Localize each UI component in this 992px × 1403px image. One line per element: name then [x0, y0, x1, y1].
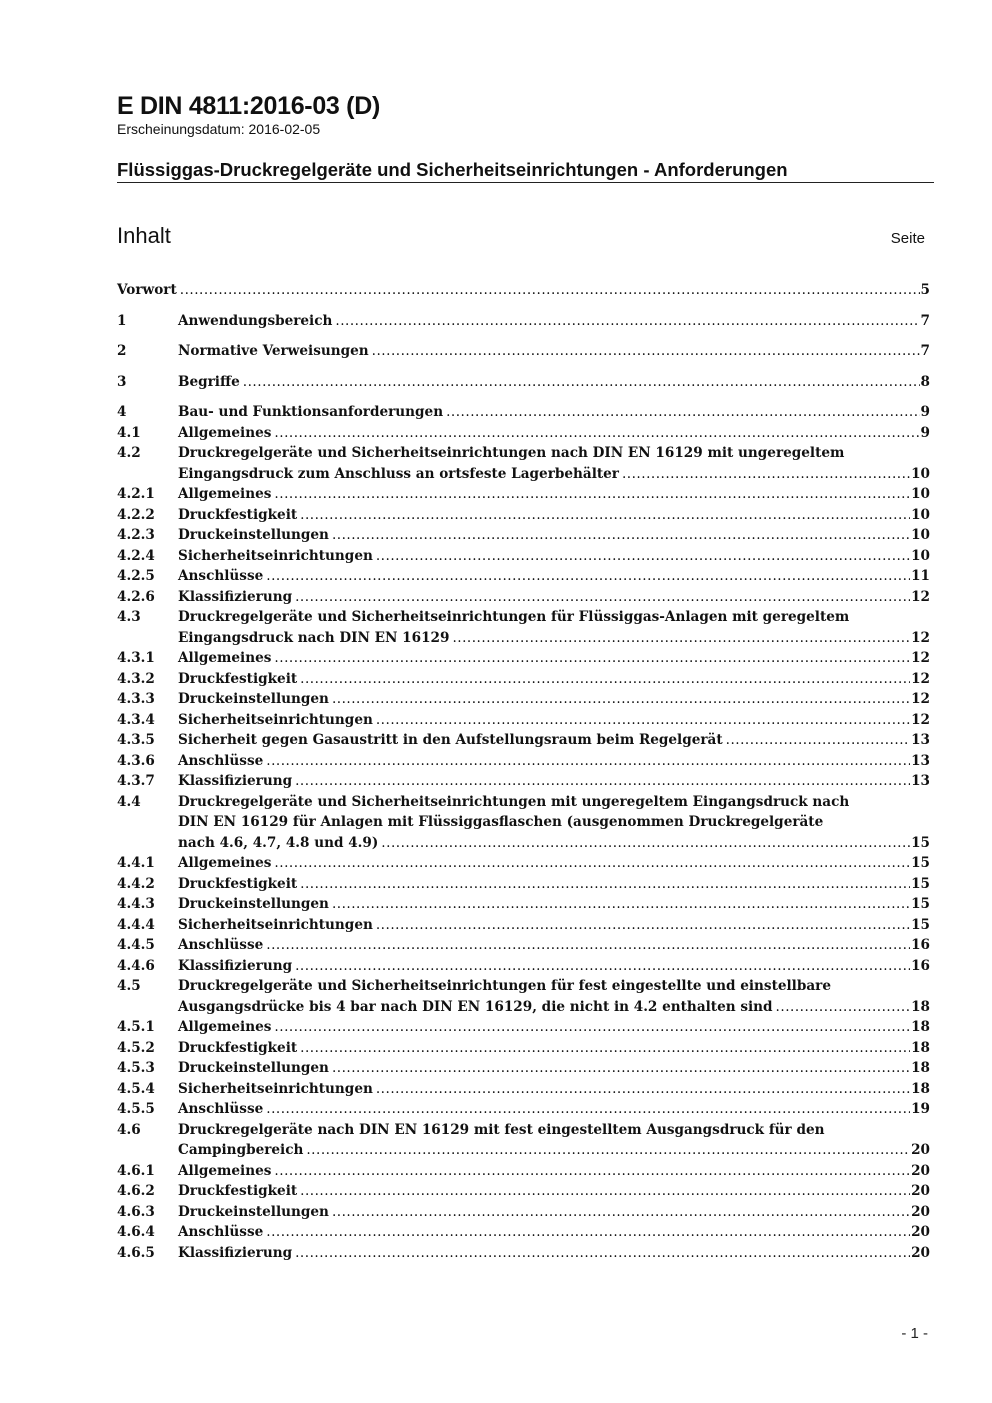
- toc-entry-page: 18: [911, 998, 930, 1015]
- toc-entry-page: 7: [920, 312, 930, 329]
- toc-entry[interactable]: [117, 423, 930, 444]
- toc-entry-page: 20: [911, 1224, 930, 1240]
- toc-entry-number: 4.3.3: [117, 691, 155, 707]
- toc-dot-leader: [266, 566, 910, 587]
- toc-entry[interactable]: [117, 1099, 930, 1120]
- toc-entry[interactable]: [117, 915, 930, 936]
- toc-entry-page: 18: [911, 1080, 930, 1097]
- toc-entry-body: [178, 771, 930, 792]
- toc-entry[interactable]: [117, 341, 930, 362]
- toc-entry-title: Klassifizierung: [178, 1244, 293, 1261]
- toc-entry-line: [178, 874, 930, 895]
- publication-date: Erscheinungsdatum: 2016-02-05: [117, 121, 321, 137]
- toc-entry-body: [178, 372, 930, 393]
- toc-entry-line: [178, 464, 930, 485]
- toc-entry-body: [178, 710, 930, 731]
- toc-entry-number: 4.4: [117, 793, 141, 810]
- toc-entry-title: Druckeinstellungen: [178, 527, 329, 543]
- toc-entry-number: 4.5: [117, 978, 141, 994]
- toc-entry-page: 5: [920, 282, 930, 298]
- toc-entry-page: 12: [911, 629, 930, 646]
- toc-entry[interactable]: [117, 1079, 930, 1100]
- toc-entry-line: [178, 484, 930, 505]
- toc-entry-line: [178, 311, 930, 332]
- toc-entry-title-line: Druckregelgeräte nach DIN EN 16129 mit fest eingestelltem Ausgangsdruck für den: [178, 1121, 825, 1138]
- toc-entry[interactable]: [117, 1017, 930, 1038]
- toc-entry-line: [178, 915, 930, 936]
- toc-dot-leader: [274, 648, 910, 669]
- toc-entry[interactable]: [117, 751, 930, 772]
- toc-entry-body: [178, 525, 930, 546]
- toc-entry-body: [178, 587, 930, 608]
- toc-entry[interactable]: [117, 587, 930, 608]
- toc-entry-line: [178, 1161, 930, 1182]
- table-of-contents: [117, 280, 930, 1263]
- toc-entry-line: [178, 525, 930, 546]
- toc-entry-body: [178, 1058, 930, 1079]
- toc-dot-leader: [372, 341, 920, 362]
- toc-dot-leader: [300, 505, 910, 526]
- toc-entry-body: [178, 894, 930, 915]
- toc-entry[interactable]: [117, 1161, 930, 1182]
- title-divider: [117, 182, 934, 183]
- toc-entry-number: 2: [117, 343, 127, 359]
- toc-entry-title: Allgemeines: [178, 424, 272, 441]
- toc-dot-leader: [266, 751, 910, 772]
- toc-entry-page: 12: [911, 650, 930, 666]
- toc-entry-body: [117, 280, 930, 301]
- toc-entry-body: [178, 546, 930, 567]
- toc-entry-title: Druckeinstellungen: [178, 1203, 329, 1220]
- toc-entry[interactable]: [117, 771, 930, 792]
- toc-dot-leader: [243, 372, 920, 393]
- toc-entry-page: 7: [920, 343, 930, 359]
- toc-dot-leader: [335, 311, 919, 332]
- toc-dot-leader: [381, 833, 910, 854]
- toc-entry-line: [178, 628, 930, 649]
- toc-entry-body: [178, 792, 930, 854]
- toc-entry[interactable]: [117, 1243, 930, 1264]
- toc-entry-body: [178, 751, 930, 772]
- toc-entry[interactable]: [117, 280, 930, 301]
- toc-entry-body: [178, 1222, 930, 1243]
- toc-entry-line: [178, 1038, 930, 1059]
- toc-entry-page: 10: [911, 486, 930, 502]
- toc-entry-title: Anschlüsse: [178, 568, 264, 584]
- toc-dot-leader: [266, 1222, 910, 1243]
- toc-entry-title-line: DIN EN 16129 für Anlagen mit Flüssiggasflaschen (ausgenommen Druckregelgeräte: [178, 814, 824, 830]
- toc-page-column-label: Seite: [890, 230, 925, 247]
- toc-entry-title: Druckeinstellungen: [178, 896, 329, 912]
- toc-entry-body: [178, 341, 930, 362]
- toc-entry-page: 15: [911, 916, 930, 933]
- toc-entry[interactable]: [117, 874, 930, 895]
- toc-entry[interactable]: [117, 976, 930, 1017]
- toc-entry-body: [178, 976, 930, 1017]
- toc-entry-title: Druckfestigkeit: [178, 1183, 298, 1199]
- toc-dot-leader: [300, 874, 910, 895]
- toc-entry-page: 13: [911, 752, 930, 769]
- toc-entry-number: 4.6.3: [117, 1203, 155, 1220]
- toc-entry-line: [178, 372, 930, 393]
- toc-entry[interactable]: [117, 546, 930, 567]
- toc-entry-body: [178, 443, 930, 484]
- toc-entry[interactable]: [117, 648, 930, 669]
- toc-dot-leader: [295, 587, 910, 608]
- toc-entry-title: Campingbereich: [178, 1142, 304, 1158]
- toc-entry-number: 4.5.3: [117, 1060, 155, 1076]
- toc-entry-page: 20: [911, 1162, 930, 1179]
- toc-entry-title: Anschlüsse: [178, 1101, 264, 1117]
- toc-entry-page: 10: [911, 465, 930, 482]
- toc-entry-body: [178, 853, 930, 874]
- toc-entry-body: [178, 935, 930, 956]
- toc-entry-body: [178, 1202, 930, 1223]
- toc-entry-body: [178, 1161, 930, 1182]
- toc-dot-leader: [300, 1038, 910, 1059]
- toc-entry-page: 12: [911, 691, 930, 707]
- toc-entry-page: 16: [911, 957, 930, 974]
- toc-entry[interactable]: [117, 935, 930, 956]
- toc-entry-line: [178, 1243, 930, 1264]
- toc-entry-title: Ausgangsdrücke bis 4 bar nach DIN EN 16129, die nicht in 4.2 enthalten sind: [178, 998, 773, 1015]
- toc-entry-title: Klassifizierung: [178, 773, 293, 789]
- toc-dot-leader: [332, 894, 910, 915]
- toc-entry-title: Druckfestigkeit: [178, 1039, 298, 1056]
- toc-entry[interactable]: [117, 689, 930, 710]
- toc-entry-line: [178, 1079, 930, 1100]
- toc-entry-title: Druckfestigkeit: [178, 875, 298, 892]
- toc-entry[interactable]: [117, 1222, 930, 1243]
- toc-entry-title: Allgemeines: [178, 1162, 272, 1179]
- toc-entry-title: nach 4.6, 4.7, 4.8 und 4.9): [178, 834, 379, 851]
- toc-entry-page: 20: [911, 1203, 930, 1220]
- toc-heading: Inhalt: [117, 223, 171, 248]
- toc-entry-line: [178, 997, 930, 1018]
- toc-entry-page: 16: [911, 937, 930, 953]
- toc-entry-body: [178, 1181, 930, 1202]
- toc-entry-line: [178, 853, 930, 874]
- toc-dot-leader: [306, 1140, 910, 1161]
- toc-dot-leader: [274, 853, 910, 874]
- toc-entry-title: Allgemeines: [178, 855, 272, 871]
- toc-entry-line: [178, 956, 930, 977]
- toc-entry[interactable]: [117, 525, 930, 546]
- toc-entry-line: [117, 280, 930, 301]
- toc-dot-leader: [274, 1161, 910, 1182]
- toc-entry-title: Druckfestigkeit: [178, 670, 298, 687]
- toc-entry-line: [178, 710, 930, 731]
- toc-dot-leader: [300, 1181, 910, 1202]
- toc-dot-leader: [622, 464, 910, 485]
- toc-entry-number: 4.6: [117, 1121, 141, 1138]
- toc-entry-number: 4.2.4: [117, 547, 155, 564]
- toc-dot-leader: [300, 669, 910, 690]
- toc-entry-title: Sicherheitseinrichtungen: [178, 711, 373, 728]
- toc-entry-page: 18: [911, 1039, 930, 1056]
- toc-entry-number: 4.3.6: [117, 752, 155, 769]
- toc-entry-number: 1: [117, 312, 127, 329]
- toc-dot-leader: [446, 402, 919, 423]
- toc-entry-line: [178, 833, 930, 854]
- toc-dot-leader: [376, 710, 910, 731]
- toc-entry-page: 9: [920, 424, 930, 441]
- toc-entry-title-line: Druckregelgeräte und Sicherheitseinrichtungen mit ungeregeltem Eingangsdruck nach: [178, 793, 850, 810]
- toc-entry-title: Vorwort: [117, 282, 177, 298]
- toc-entry-title: Sicherheitseinrichtungen: [178, 547, 373, 564]
- toc-entry-number: 4.3.7: [117, 773, 155, 789]
- toc-entry-body: [178, 648, 930, 669]
- toc-entry-body: [178, 402, 930, 423]
- toc-entry-number: 4.6.4: [117, 1224, 155, 1240]
- toc-entry-number: 4.2.1: [117, 486, 155, 502]
- toc-entry-number: 4.4.1: [117, 855, 155, 871]
- toc-entry-line: [178, 566, 930, 587]
- toc-entry[interactable]: [117, 1202, 930, 1223]
- toc-entry-line: [178, 1222, 930, 1243]
- toc-entry-line: [178, 1140, 930, 1161]
- toc-entry-line: [178, 423, 930, 444]
- toc-entry[interactable]: [117, 443, 930, 484]
- toc-entry-line: [178, 730, 930, 751]
- toc-entry-number: 4.3.4: [117, 711, 155, 728]
- toc-entry-body: [178, 874, 930, 895]
- toc-entry-page: 18: [911, 1060, 930, 1076]
- toc-entry-line: [178, 402, 930, 423]
- toc-entry[interactable]: [117, 894, 930, 915]
- toc-entry[interactable]: [117, 402, 930, 423]
- toc-entry-body: [178, 607, 930, 648]
- toc-entry-page: 11: [911, 568, 930, 584]
- toc-entry-line: [178, 505, 930, 526]
- toc-entry-title: Anschlüsse: [178, 752, 264, 769]
- toc-entry[interactable]: [117, 607, 930, 648]
- toc-entry-number: 4.6.5: [117, 1244, 155, 1261]
- toc-entry-line: [178, 1202, 930, 1223]
- toc-entry-title: Anschlüsse: [178, 1224, 264, 1240]
- toc-entry-page: 15: [911, 896, 930, 912]
- toc-entry-page: 10: [911, 547, 930, 564]
- toc-entry[interactable]: [117, 710, 930, 731]
- toc-entry-title: Druckfestigkeit: [178, 506, 298, 523]
- toc-entry-page: 20: [911, 1142, 930, 1158]
- toc-entry-body: [178, 669, 930, 690]
- toc-dot-leader: [266, 935, 910, 956]
- page-number: - 1 -: [901, 1325, 928, 1342]
- toc-dot-leader: [295, 1243, 910, 1264]
- toc-dot-leader: [266, 1099, 910, 1120]
- toc-entry-line: [178, 546, 930, 567]
- toc-entry-page: 15: [911, 855, 930, 871]
- toc-entry-line: [178, 771, 930, 792]
- toc-entry-page: 8: [920, 373, 930, 390]
- toc-entry-title: Anwendungsbereich: [178, 312, 333, 329]
- toc-entry-number: 4.3.2: [117, 670, 155, 687]
- toc-entry-title-line: Druckregelgeräte und Sicherheitseinrichtungen für fest eingestellte und einstellbare: [178, 978, 831, 994]
- toc-entry-title: Eingangsdruck zum Anschluss an ortsfeste Lagerbehälter: [178, 465, 619, 482]
- toc-entry-title: Bau- und Funktionsanforderungen: [178, 404, 444, 420]
- toc-entry[interactable]: [117, 792, 930, 854]
- toc-entry[interactable]: [117, 311, 930, 332]
- toc-entry-number: 4.2.3: [117, 527, 155, 543]
- toc-entry-number: 4.6.2: [117, 1183, 155, 1199]
- toc-entry-number: 4.1: [117, 424, 141, 441]
- toc-dot-leader: [274, 423, 919, 444]
- toc-dot-leader: [332, 689, 910, 710]
- toc-dot-leader: [776, 997, 911, 1018]
- toc-entry[interactable]: [117, 853, 930, 874]
- toc-entry-body: [178, 1079, 930, 1100]
- toc-entry[interactable]: [117, 956, 930, 977]
- toc-entry[interactable]: [117, 1120, 930, 1161]
- toc-entry-number: 4.6.1: [117, 1162, 155, 1179]
- toc-entry-number: 4.4.4: [117, 916, 155, 933]
- toc-entry-number: 4.3.5: [117, 732, 155, 748]
- toc-entry-body: [178, 1099, 930, 1120]
- toc-entry-number: 4.5.1: [117, 1019, 155, 1035]
- toc-entry-body: [178, 730, 930, 751]
- toc-entry-title: Klassifizierung: [178, 957, 293, 974]
- toc-entry-line: [178, 341, 930, 362]
- toc-entry-line: [178, 587, 930, 608]
- toc-dot-leader: [332, 525, 910, 546]
- toc-entry-page: 10: [911, 506, 930, 523]
- toc-entry[interactable]: [117, 730, 930, 751]
- toc-entry-body: [178, 1038, 930, 1059]
- toc-entry-body: [178, 423, 930, 444]
- toc-entry-title: Druckeinstellungen: [178, 1060, 329, 1076]
- toc-entry-number: 4.2.6: [117, 588, 155, 605]
- toc-entry-number: 4.2.2: [117, 506, 155, 523]
- toc-entry-number: 3: [117, 373, 127, 390]
- toc-entry-title: Allgemeines: [178, 1019, 272, 1035]
- toc-entry-line: [178, 689, 930, 710]
- toc-entry[interactable]: [117, 566, 930, 587]
- toc-entry-title: Sicherheitseinrichtungen: [178, 1080, 373, 1097]
- toc-entry-number: 4.2.5: [117, 568, 155, 584]
- toc-entry-title: Allgemeines: [178, 650, 272, 666]
- toc-entry-body: [178, 689, 930, 710]
- toc-entry-line: [178, 1058, 930, 1079]
- toc-entry-page: 20: [911, 1183, 930, 1199]
- toc-entry-title: Eingangsdruck nach DIN EN 16129: [178, 629, 450, 646]
- toc-dot-leader: [452, 628, 910, 649]
- toc-entry-body: [178, 1243, 930, 1264]
- toc-entry-body: [178, 1017, 930, 1038]
- toc-entry-title: Klassifizierung: [178, 588, 293, 605]
- toc-dot-leader: [332, 1058, 910, 1079]
- toc-entry-body: [178, 311, 930, 332]
- toc-entry[interactable]: [117, 372, 930, 393]
- toc-entry-number: 4.5.2: [117, 1039, 155, 1056]
- toc-dot-leader: [295, 956, 910, 977]
- toc-entry-line: [178, 751, 930, 772]
- toc-entry-page: 13: [911, 732, 930, 748]
- toc-entry[interactable]: [117, 505, 930, 526]
- toc-entry-number: 4.5.4: [117, 1080, 155, 1097]
- toc-entry-number: 4.2: [117, 445, 141, 461]
- toc-dot-leader: [376, 915, 910, 936]
- toc-dot-leader: [274, 484, 910, 505]
- toc-entry-number: 4.4.2: [117, 875, 155, 892]
- toc-entry-page: 10: [911, 527, 930, 543]
- toc-dot-leader: [180, 280, 920, 301]
- toc-entry-number: 4.4.6: [117, 957, 155, 974]
- toc-entry-page: 12: [911, 711, 930, 728]
- document-subtitle: Flüssiggas-Druckregelgeräte und Sicherheitseinrichtungen - Anforderungen: [117, 159, 788, 180]
- toc-entry-title: Allgemeines: [178, 486, 272, 502]
- toc-entry-line: [178, 935, 930, 956]
- toc-entry-number: 4: [117, 404, 127, 420]
- toc-entry-page: 12: [911, 670, 930, 687]
- document-title: E DIN 4811:2016-03 (D): [117, 92, 380, 120]
- toc-entry-page: 15: [911, 875, 930, 892]
- toc-dot-leader: [332, 1202, 910, 1223]
- toc-entry-page: 9: [920, 404, 930, 420]
- toc-dot-leader: [274, 1017, 910, 1038]
- toc-entry-body: [178, 505, 930, 526]
- toc-entry-number: 4.3.1: [117, 650, 155, 666]
- toc-entry[interactable]: [117, 669, 930, 690]
- toc-entry-page: 15: [911, 834, 930, 851]
- toc-entry-title: Druckeinstellungen: [178, 691, 329, 707]
- toc-dot-leader: [376, 1079, 910, 1100]
- toc-entry[interactable]: [117, 1058, 930, 1079]
- toc-entry-page: 20: [911, 1244, 930, 1261]
- toc-entry-number: 4.5.5: [117, 1101, 155, 1117]
- toc-entry-title: Sicherheit gegen Gasaustritt in den Aufstellungsraum beim Regelgerät: [178, 732, 723, 748]
- toc-entry-number: 4.3: [117, 609, 141, 625]
- toc-entry-page: 12: [911, 588, 930, 605]
- toc-entry-line: [178, 669, 930, 690]
- toc-dot-leader: [295, 771, 910, 792]
- toc-entry-title: Normative Verweisungen: [178, 343, 369, 359]
- toc-entry-line: [178, 1099, 930, 1120]
- toc-entry-title: Begriffe: [178, 373, 240, 390]
- toc-entry-page: 13: [911, 773, 930, 789]
- toc-entry-number: 4.4.5: [117, 937, 155, 953]
- toc-entry-body: [178, 1120, 930, 1161]
- toc-entry[interactable]: [117, 1181, 930, 1202]
- toc-dot-leader: [726, 730, 910, 751]
- toc-entry-line: [178, 1017, 930, 1038]
- toc-entry-line: [178, 1181, 930, 1202]
- toc-entry-line: [178, 648, 930, 669]
- toc-entry-title: Sicherheitseinrichtungen: [178, 916, 373, 933]
- toc-entry-title-line: Druckregelgeräte und Sicherheitseinrichtungen für Flüssiggas-Anlagen mit geregeltem: [178, 609, 850, 625]
- toc-entry-body: [178, 566, 930, 587]
- toc-dot-leader: [376, 546, 910, 567]
- toc-entry-title-line: Druckregelgeräte und Sicherheitseinrichtungen nach DIN EN 16129 mit ungeregeltem: [178, 445, 845, 461]
- toc-entry-page: 19: [911, 1101, 930, 1117]
- toc-entry-body: [178, 484, 930, 505]
- toc-entry[interactable]: [117, 484, 930, 505]
- toc-entry-number: 4.4.3: [117, 896, 155, 912]
- toc-entry-body: [178, 915, 930, 936]
- toc-entry[interactable]: [117, 1038, 930, 1059]
- toc-entry-title: Anschlüsse: [178, 937, 264, 953]
- toc-entry-page: 18: [911, 1019, 930, 1035]
- toc-entry-body: [178, 956, 930, 977]
- toc-entry-line: [178, 894, 930, 915]
